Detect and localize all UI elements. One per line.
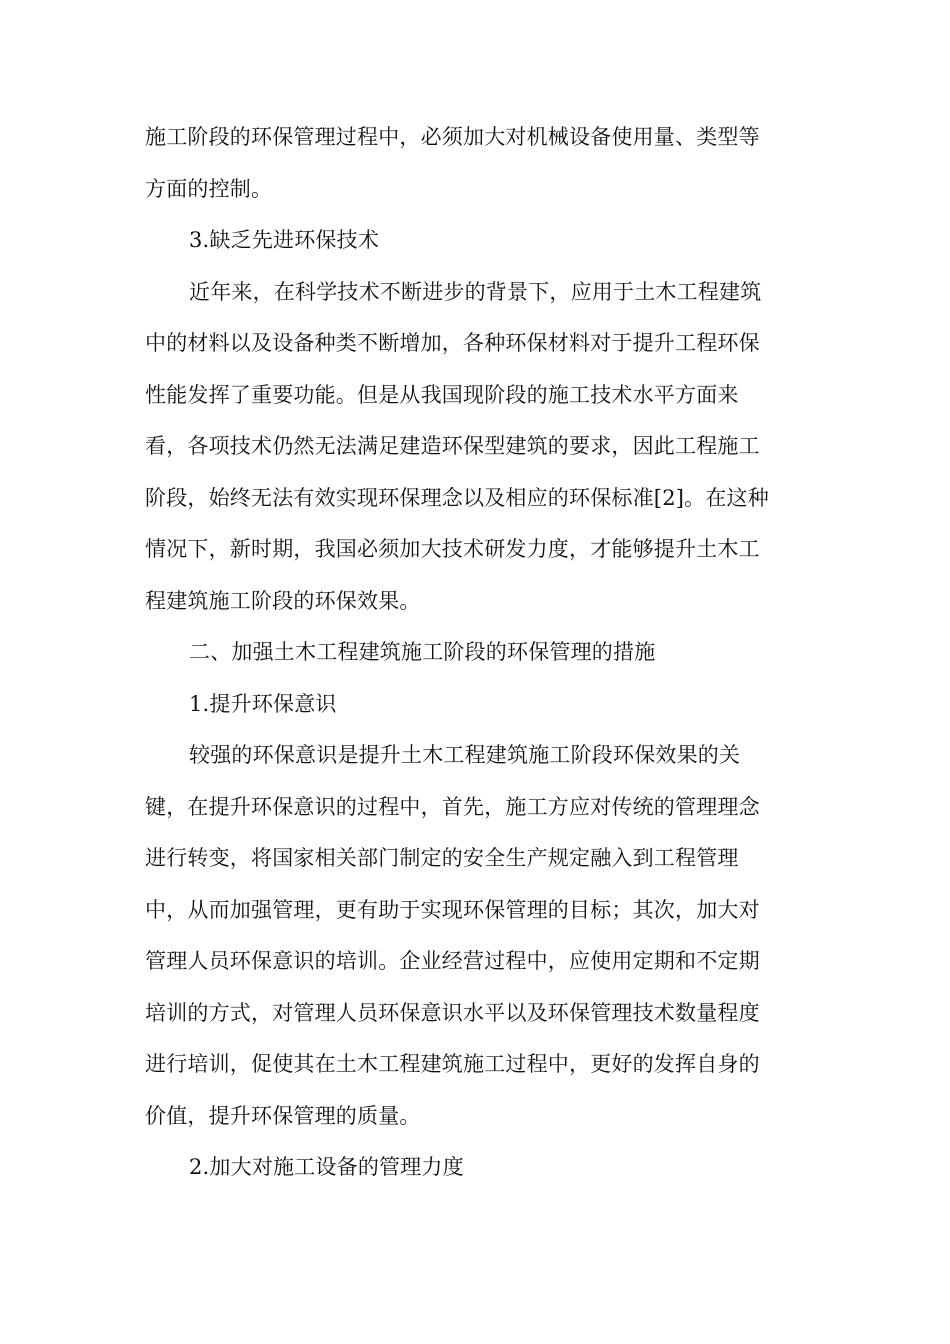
text-line: 中的材料以及设备种类不断增加，各种环保材料对于提升工程环保 (145, 331, 760, 355)
section-heading: 1.提升环保意识 (189, 691, 337, 716)
section-heading: 2.加大对施工设备的管理力度 (189, 1155, 464, 1179)
document-body (145, 112, 805, 1194)
text-line: 情况下，新时期，我国必须加大技术研发力度，才能够提升土木工 (145, 537, 760, 561)
text-line: 施工阶段的环保管理过程中，必须加大对机械设备使用量、类型等 (145, 125, 760, 149)
text-line: 进行培训，促使其在土木工程建筑施工过程中，更好的发挥自身的 (145, 1052, 760, 1076)
text-line: 培训的方式，对管理人员环保意识水平以及环保管理技术数量程度 (145, 1000, 760, 1025)
text-line: 方面的控制。 (145, 176, 273, 201)
text-line: 价值，提升环保管理的质量。 (145, 1103, 421, 1128)
paragraph-first-line: 近年来，在科学技术不断进步的背景下，应用于土木工程建筑 (189, 279, 762, 304)
text-line: 键，在提升环保意识的过程中，首先，施工方应对传统的管理理念 (145, 794, 760, 819)
text-line: 性能发挥了重要功能。但是从我国现阶段的施工技术水平方面来 (145, 382, 739, 407)
text-line: 管理人员环保意识的培训。企业经营过程中，应使用定期和不定期 (145, 949, 760, 973)
section-heading: 二、加强土木工程建筑施工阶段的环保管理的措施 (189, 640, 656, 664)
text-line: 看，各项技术仍然无法满足建造环保型建筑的要求，因此工程施工 (145, 434, 760, 458)
paragraph-first-line: 较强的环保意识是提升土木工程建筑施工阶段环保效果的关 (189, 743, 741, 767)
text-line: 中，从而加强管理，更有助于实现环保管理的目标；其次，加大对 (145, 897, 760, 922)
text-line: 阶段，始终无法有效实现环保理念以及相应的环保标准[2]。在这种 (145, 485, 769, 510)
text-line: 进行转变，将国家相关部门制定的安全生产规定融入到工程管理 (145, 846, 739, 870)
text-line: 程建筑施工阶段的环保效果。 (145, 588, 421, 613)
section-heading: 3.缺乏先进环保技术 (189, 228, 380, 252)
